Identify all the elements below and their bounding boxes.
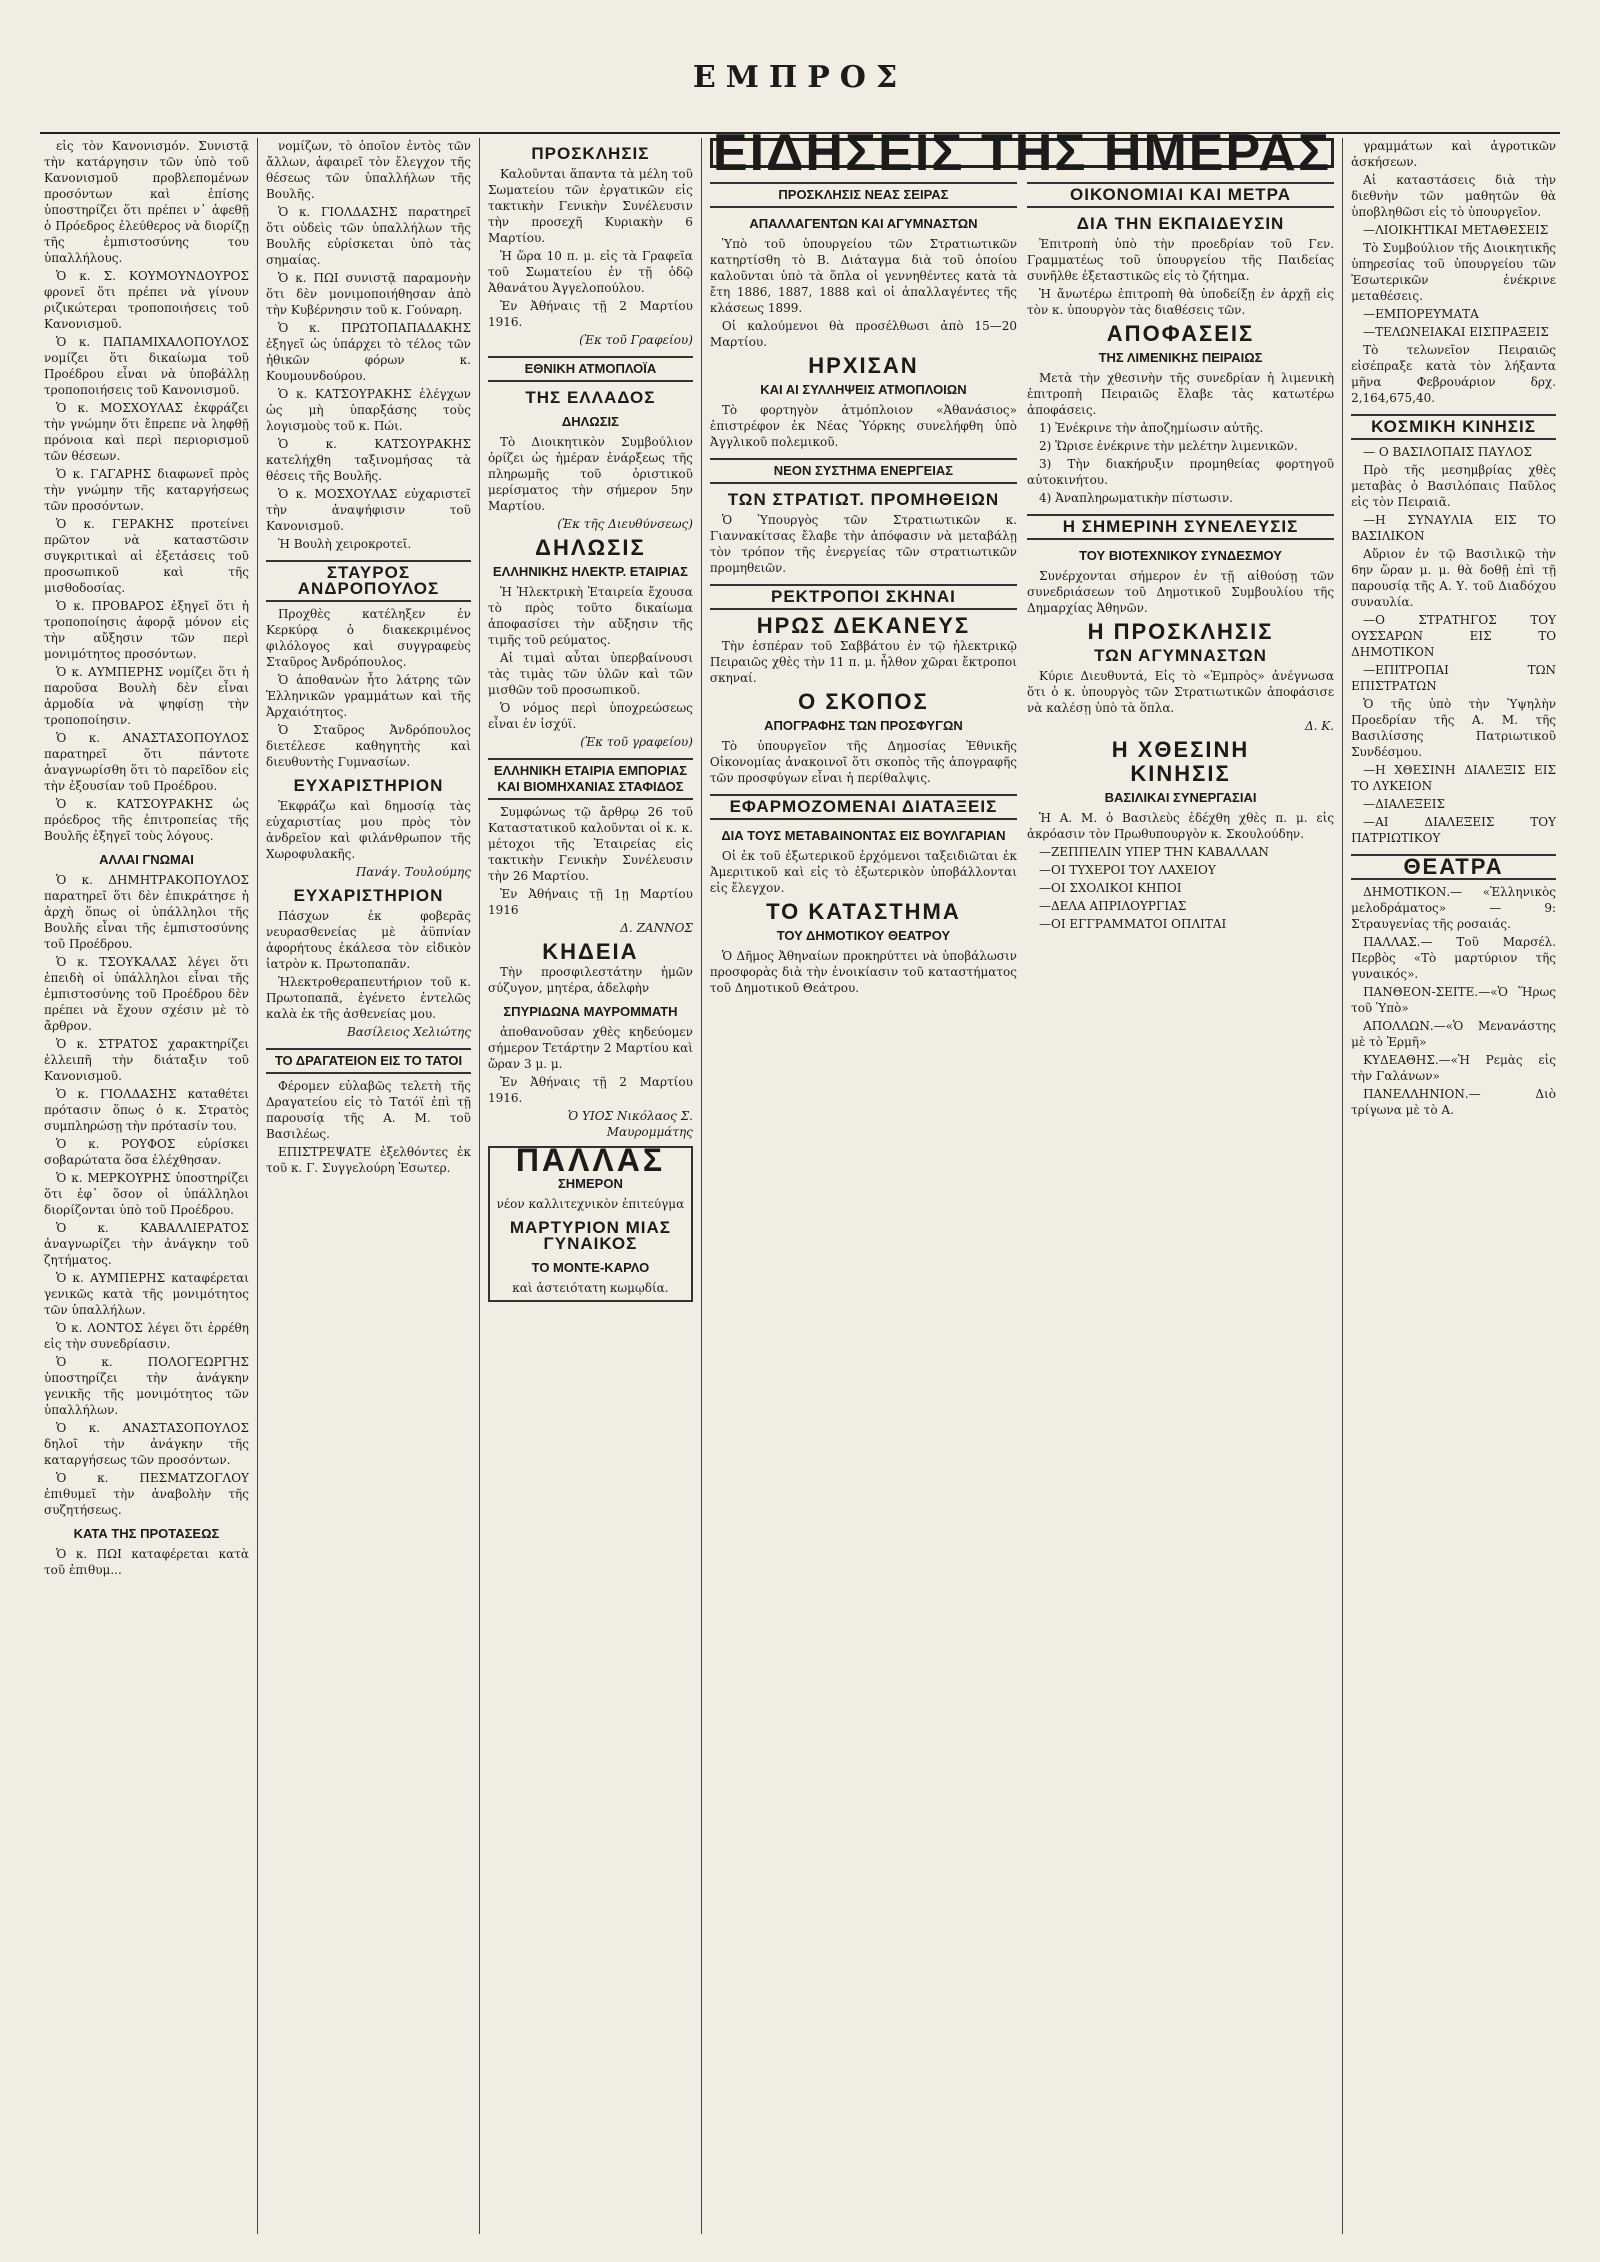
section-heading: ΤΩΝ ΣΤΡΑΤΙΩΤ. ΠΡΟΜΗΘΕΙΩΝ [727, 490, 1000, 509]
paragraph: Ὁ κ. ΚΑΤΣΟΥΡΑΚΗΣ ὡς πρόεδρος τῆς ἐπιτροπείας τῆς Βουλῆς ἐξηγεῖ τοὺς λόγους. [44, 797, 249, 843]
paragraph: Ὁ κ. ΠΑΠΑΜΙΧΑΛΟΠΟΥΛΟΣ νομίζει ὅτι δικαίωμα τοῦ Προέδρου εἶναι νὰ ὑποβάλλῃ τροποποιήσεις τοῦ Κανονισμοῦ. [44, 335, 249, 397]
paragraph: ΕΠΙΣΤΡΕΨΑΤΕ ἐξελθόντες ἐκ τοῦ κ. Γ. Συγγελούρη Ἐσωτερ. [265, 1145, 471, 1175]
paragraph: 2) Ὥρισε ἐνέκρινε τὴν μελέτην λιμενικῶν. [1038, 439, 1298, 453]
ad-line: ΜΑΡΤΥΡΙΟΝ ΜΙΑΣ ΓΥΝΑΙΚΟΣ [509, 1218, 671, 1253]
paragraph: —ΔΕΛΑ ΑΠΡΙΛΟΥΡΓΙΑΣ [1038, 899, 1187, 913]
paragraph: Ἐν Ἀθήναις τῇ 1ῃ Μαρτίου 1916 [487, 887, 693, 917]
paragraph: —Ο ΣΤΡΑΤΗΓΟΣ ΤΟΥ ΟΥΣΣΑΡΩΝ ΕΙΣ ΤΟ ΔΗΜΟΤΙΚΟΝ [1351, 613, 1557, 659]
paragraph: Ὁ Ὑπουργὸς τῶν Στρατιωτικῶν κ. Γιαννακίτσας ἔλαβε τὴν ἀπόφασιν νὰ μεταβάλῃ τὸν τρόπον τῆς ἐνεργείας τῶν στρατιωτικῶν προμηθειῶν. [709, 513, 1017, 575]
section-heading: ΕΛΛΗΝΙΚΗΣ ΗΛΕΚΤΡ. ΕΤΑΙΡΙΑΣ [492, 564, 688, 579]
paragraph: Αἱ καταστάσεις διὰ τὴν διεθνὴν τῶν μαθητῶν θὰ ὑποβληθῶσι εἰς τὸ ὑπουργεῖον. [1351, 173, 1557, 219]
paragraph: Ἐκφράζω καὶ δημοσίᾳ τὰς εὐχαριστίας μου πρὸς τὸν ἀνδρεῖον καὶ φιλάνθρωπον τῆς Χωροφυλακῆς. [265, 799, 471, 861]
paragraph: Ἐν Ἀθήναις τῇ 2 Μαρτίου 1916. [487, 299, 693, 329]
cinema-advertisement [488, 1142, 693, 1302]
paragraph: Ὁ κ. ΔΗΜΗΤΡΑΚΟΠΟΥΛΟΣ παρατηρεῖ ὅτι δὲν ἐπικράτησε ἡ ἀρχὴ ὅπως οἱ ὑπάλληλοι τῆς Βουλῆς εἶναι τῆς ἐμπιστοσύνης τοῦ Προέδρου. [44, 873, 249, 951]
ad-subtitle: ΣΗΜΕΡΟΝ [557, 1176, 623, 1191]
paragraph: —ΑΙ ΔΙΑΛΕΞΕΙΣ ΤΟΥ ΠΑΤΡΙΩΤΙΚΟΥ [1351, 815, 1557, 845]
paragraph: Ἡ ἄνωτέρω ἐπιτροπὴ θὰ ὑποδείξῃ ἐν ἀρχῇ εἰς τὸν κ. ὑπουργὸν τὰς διαθέσεις τῶν. [1026, 287, 1335, 317]
paragraph: Ὁ κ. ΠΡΩΤΟΠΑΠΑΔΑΚΗΣ ἐξηγεῖ ὡς ὑπάρχει τὸ τέλος τῶν ἠθικῶν φόρων κ. Κουμουνδούρου. [265, 321, 471, 383]
signature: Ὁ ΥΙΟΣ Νικόλαος Σ. Μαυρομμάτης [567, 1109, 693, 1139]
section-heading: ΚΟΣΜΙΚΗ ΚΙΝΗΣΙΣ [1351, 414, 1556, 440]
column-1 [36, 138, 258, 2234]
paragraph: ΑΠΟΛΛΩΝ.—«Ὁ Μενανάστης μὲ τὸ Ἐρμῆ» [1351, 1019, 1557, 1049]
paragraph: ΠΑΝΕΛΛΗΝΙΟΝ.— Διὸ τρίγωνα μὲ τὸ Α. [1351, 1087, 1557, 1117]
section-heading: ΕΥΧΑΡΙΣΤΗΡΙΟΝ [293, 886, 444, 905]
signature: (Ἐκ τῆς Διευθύνσεως) [557, 517, 693, 531]
paragraph: Οἱ καλούμενοι θὰ προσέλθωσι ἀπὸ 15—20 Μαρτίου. [709, 319, 1017, 349]
ad-line: νέον καλλιτεχνικὸν ἐπιτεύγμα [496, 1197, 685, 1211]
paragraph: Ἡ Ἠλεκτρικὴ Ἑταιρεία ἔχουσα τὸ πρὸς τοῦτο δικαίωμα ἀποφασίσει τὴν αὔξησιν τῆς τιμῆς τοῦ ρεύματος. [487, 585, 693, 647]
paragraph: —Η ΧΘΕΣΙΝΗ ΔΙΑΛΕΞΙΣ ΕΙΣ ΤΟ ΛΥΚΕΙΟΝ [1351, 763, 1557, 793]
section-heading: ΡΕΚΤΡΟΠΟΙ ΣΚΗΝΑΙ [710, 584, 1017, 610]
section-heading: ΑΠΑΛΛΑΓΕΝΤΩΝ ΚΑΙ ΑΓΥΜΝΑΣΤΩΝ [749, 216, 978, 231]
paragraph: Ὁ κ. ΚΑΤΣΟΥΡΑΚΗΣ ἐλέγχων ὡς μὴ ὑπαρξάσης τοὺς λογισμοὺς τοῦ κ. Πώι. [265, 387, 471, 433]
section-heading: Η ΠΡΟΣΚΛΗΣΙΣ [1087, 619, 1274, 644]
paragraph: Ὁ κ. ΛΟΝΤΟΣ λέγει ὅτι ἐρρέθη εἰς τὴν συνεδρίασιν. [44, 1321, 249, 1351]
section-heading: ΚΙΝΗΣΙΣ [1130, 761, 1231, 786]
news-banner: ΕΙΔΗΣΕΙΣ ΤΗΣ ΗΜΕΡΑΣ [710, 138, 1334, 168]
paragraph: Τὸ φορτηγὸν ἀτμόπλοιον «Ἀθανάσιος» ἐπιστρέφον ἐκ Νέας Ὑόρκης συνελήφθη ὑπὸ Ἀγγλικοῦ πολεμικοῦ. [709, 403, 1017, 449]
paragraph: Ὁ κ. ΚΑΒΑΛΛΙΕΡΑΤΟΣ ἀναγνωρίζει τὴν ἀνάγκην τοῦ ζητήματος. [44, 1221, 249, 1267]
paragraph: Ὁ ἀποθανὼν ἦτο λάτρης τῶν Ἑλληνικῶν γραμμάτων καὶ τῆς Ἀρχαιότητος. [265, 673, 471, 719]
paragraph: 1) Ἐνέκρινε τὴν ἀποζημίωσιν αὐτῆς. [1038, 421, 1264, 435]
paragraph: Προχθὲς κατέληξεν ἐν Κερκύρᾳ ὁ διακεκριμένος φιλόλογος καὶ συγγραφεὺς Σταῦρος Ἀνδρόπουλος. [265, 607, 471, 669]
paragraph: Ὁ κ. ΑΝΑΣΤΑΣΟΠΟΥΛΟΣ παρατηρεῖ ὅτι πάντοτε ἀναγνωρίσθη ὅτι τὸ παρεῖδον εἰς τὴν ἐξουσίαν τοῦ Προέδρου. [44, 731, 249, 793]
paragraph: νομίζων, τὸ ὁποῖον ἐντὸς τῶν ἄλλων, ἀφαιρεῖ τὸν ἔλεγχον τῆς θέσεως τῶν ὑπαλλήλων τῆς Βουλῆς. [265, 139, 471, 201]
signature: Δ. ΖΑΝΝΟΣ [620, 921, 693, 935]
section-heading: ΤΗΣ ΛΙΜΕΝΙΚΗΣ ΠΕΙΡΑΙΩΣ [1098, 350, 1263, 365]
section-heading: ΔΗΛΩΣΙΣ [535, 535, 646, 560]
paragraph: Ὁ κ. ΑΝΑΣΤΑΣΟΠΟΥΛΟΣ δηλοῖ τὴν ἀνάγκην τῆς καταργήσεως τῶν προσόντων. [44, 1421, 249, 1467]
paragraph: Φέρομεν εὐλαβῶς τελετὴ τῆς Δραγατείου εἰς τὸ Τατόϊ ἐπὶ τῇ παρουσίᾳ τῆς Α. Μ. τοῦ Βασιλέως. [265, 1079, 471, 1141]
paragraph: Ὁ κ. ΚΑΤΣΟΥΡΑΚΗΣ κατελήχθη ταξινομήσας τὰ θέσεις τῆς Βουλῆς. [265, 437, 471, 483]
section-heading: ΤΟΥ ΒΙΟΤΕΧΝΙΚΟΥ ΣΥΝΔΕΣΜΟΥ [1079, 548, 1282, 563]
paragraph: Τὴν ἑσπέραν τοῦ Σαββάτου ἐν τῷ ἠλεκτρικῷ Πειραιῶς χθὲς τὴν 11 π. μ. ἦλθον χῶραι ἔκτροποι σκηναί. [709, 639, 1017, 685]
paragraph: Ὁ κ. ΠΟΛΟΓΕΩΡΓΗΣ ὑποστηρίζει τὴν ἀνάγκην γενικῆς τῆς μονιμότητος τῶν ὑπαλλήλων. [44, 1355, 249, 1417]
section-heading: ΑΠΟΦΑΣΕΙΣ [1106, 321, 1255, 346]
paragraph: Ἡ Βουλὴ χειροκροτεῖ. [277, 537, 412, 551]
section-heading: ΗΡΩΣ ΔΕΚΑΝΕΥΣ [756, 613, 971, 638]
signature: Βασίλειος Χελιώτης [346, 1025, 471, 1039]
paragraph: Ὁ κ. ΑΥΜΠΕΡΗΣ καταφέρεται γενικῶς κατὰ τῆς μονιμότητος τῶν ὑπαλλήλων. [44, 1271, 249, 1317]
paragraph: —ΟΙ ΤΥΧΕΡΟΙ ΤΟΥ ΛΑΧΕΙΟΥ [1038, 863, 1216, 877]
signature: (Ἐκ τοῦ γραφείου) [580, 735, 693, 749]
section-heading: ΚΑΙ ΑΙ ΣΥΛΛΗΨΕΙΣ ΑΤΜΟΠΛΟΙΩΝ [760, 382, 967, 397]
ad-line: καὶ ἀστειότατη κωμῳδία. [512, 1281, 669, 1295]
paragraph: ἀποθανοῦσαν χθὲς κηδεύομεν σήμερον Τετάρτην 2 Μαρτίου καὶ ὥραν 3 μ. μ. [487, 1025, 693, 1071]
columns [36, 124, 1564, 2234]
paragraph: Ἡ ὥρα 10 π. μ. εἰς τὰ Γραφεῖα τοῦ Σωματείου ἐν τῇ ὁδῷ Ἀθανάτου Ἀγγελοπούλου. [487, 249, 693, 295]
column-4 [710, 174, 1017, 998]
section-heading: ΤΩΝ ΑΓΥΜΝΑΣΤΩΝ [1094, 646, 1267, 665]
section-heading: ΑΠΟΓΡΑΦΗΣ ΤΩΝ ΠΡΟΣΦΥΓΩΝ [764, 718, 963, 733]
paragraph: Συνέρχονται σήμερον ἐν τῇ αἰθούσῃ τῶν συνεδριάσεων τοῦ Δημοτικοῦ Συμβουλίου τῆς Δημαρχίας Ἀθηνῶν. [1026, 569, 1335, 615]
paragraph: Ἐν Ἀθήναις τῇ 2 Μαρτίου 1916. [487, 1075, 693, 1105]
section-heading: ΘΕΑΤΡΑ [1351, 854, 1556, 880]
paragraph: γραμμάτων καὶ ἀγροτικῶν ἀσκήσεων. [1351, 139, 1557, 169]
paragraph: Ὁ νόμος περὶ ὑποχρεώσεως εἶναι ἐν ἰσχύϊ. [487, 701, 693, 731]
ad-line: ΤΟ ΜΟΝΤΕ-ΚΑΡΛΟ [531, 1260, 650, 1275]
paragraph: —ΖΕΠΠΕΛΙΝ ΥΠΕΡ ΤΗΝ ΚΑΒΑΛΛΑΝ [1038, 845, 1269, 859]
paragraph: Ὁ τῆς ὑπὸ τὴν Ὑψηλὴν Προεδρίαν τῆς Α. Μ. τῆς Βασιλίσσης Πατριωτικοῦ Συνδέσμου. [1351, 697, 1557, 759]
paragraph: Τὴν προσφιλεστάτην ἡμῶν σύζυγον, μητέρα, ἀδελφὴν [487, 965, 693, 995]
section-heading: ΕΥΧΑΡΙΣΤΗΡΙΟΝ [293, 776, 444, 795]
paragraph: Καλοῦνται ἅπαντα τὰ μέλη τοῦ Σωματείου τῶν ἐργατικῶν εἰς τακτικὴν Γενικὴν Συνέλευσιν τὴν προσεχῆ Κυριακὴν 6 Μαρτίου. [487, 167, 693, 245]
section-heading: ΚΑΤΑ ΤΗΣ ΠΡΟΤΑΣΕΩΣ [73, 1526, 220, 1541]
paragraph: Τὸ Διοικητικὸν Συμβούλιον ὁρίζει ὡς ἡμέραν ἐνάρξεως τῆς πληρωμῆς τοῦ ὁριστικοῦ μερίσματος τὴν σήμερον 5ην Μαρτίου. [487, 435, 693, 513]
paragraph: Ὁ κ. ΓΙΟΛΔΑΣΗΣ καταθέτει πρότασιν ὅπως ὁ κ. Στρατὸς συμπληρώσῃ τὴν πρότασίν του. [44, 1087, 249, 1133]
section-heading: ΤΗΣ ΕΛΛΑΔΟΣ [525, 388, 656, 407]
paragraph: Ὁ κ. ΣΤΡΑΤΟΣ χαρακτηρίζει ἐλλειπῆ τὴν διάταξιν τοῦ Κανονισμοῦ. [44, 1037, 249, 1083]
paragraph: 4) Ἀναπληρωματικὴν πίστωσιν. [1038, 491, 1233, 505]
signature: Πανάγ. Τουλούμης [355, 865, 471, 879]
paragraph: Ὁ κ. ΠΩΙ καταφέρεται κατὰ τοῦ ἐπιθυμ... [44, 1547, 249, 1577]
paragraph: Οἱ ἐκ τοῦ ἐξωτερικοῦ ἐρχόμενοι ταξειδιῶται ἐκ Ἀμεριτικοῦ καὶ εἰς τὸ ἐξωτερικὸν ὑποβάλλονται εἰς ἔλεγχον. [709, 849, 1017, 895]
paragraph: —ΛΙΟΙΚΗΤΙΚΑΙ ΜΕΤΑΘΕΣΕΙΣ [1363, 223, 1549, 237]
column-6 [1343, 138, 1564, 2234]
section-heading: ΕΘΝΙΚΗ ΑΤΜΟΠΛΟΪΑ [488, 356, 693, 382]
paragraph: Πάσχων ἐκ φοβερᾶς νευρασθενείας μὲ ἀϋπνίαν ἀφορήτους ἐκάλεσα τὸν εἰδικὸν ἰατρὸν κ. Πρωτοπαπᾶν. [265, 909, 471, 971]
paragraph: Ὁ κ. ΠΕΣΜΑΤΖΟΓΛΟΥ ἐπιθυμεῖ τὴν ἀναβολὴν τῆς συζητήσεως. [44, 1471, 249, 1517]
paragraph: Ὑπὸ τοῦ ὑπουργείου τῶν Στρατιωτικῶν κατηρτίσθη τὸ Β. Διάταγμα διὰ τοῦ ὁποίου καλοῦνται ὑπὸ τὰ ὅπλα οἱ γεννηθέντες κατὰ τὰ ἔτη 1886, 1887, 1888 καὶ οἱ ἀπαλλαγέντες τῆς κλάσεως 1899. [709, 237, 1017, 315]
paragraph: Πρὸ τῆς μεσημβρίας χθὲς μεταβὰς ὁ Βασιλόπαις Παῦλος εἰς τὸν Πειραιᾶ. [1351, 463, 1557, 509]
paragraph: Ὁ κ. ΜΕΡΚΟΥΡΗΣ ὑποστηρίζει ὅτι ἐφ᾽ ὅσον οἱ ὑπάλληλοι διορίζονται ὑπὸ τοῦ Προέδρου. [44, 1171, 249, 1217]
paragraph: ΚΥΔΕΑΘΗΣ.—«Ἡ Ρεμὰς εἰς τὴν Γαλάνων» [1351, 1053, 1557, 1083]
paragraph: Ὁ κ. ΓΙΟΛΔΑΣΗΣ παρατηρεῖ ὅτι οὐδεὶς τῶν ὑπαλλήλων τῆς Βουλῆς εὑρίσκεται ὑπὸ τὰς σημαίας. [265, 205, 471, 267]
section-heading: ΕΛΛΗΝΙΚΗ ΕΤΑΙΡΙΑ ΕΜΠΟΡΙΑΣ ΚΑΙ ΒΙΟΜΗΧΑΝΙΑΣ ΣΤΑΦΙΔΟΣ [488, 758, 693, 800]
paragraph: Ὁ κ. ΜΟΣΧΟΥΛΑΣ εὐχαριστεῖ τὴν ἀναψήφισιν τοῦ Κανονισμοῦ. [265, 487, 471, 533]
section-heading: ΔΙΑ ΤΗΝ ΕΚΠΑΙΔΕΥΣΙΝ [1076, 214, 1285, 233]
paragraph: ΠΑΝΘΕΟΝ-ΣΕΙΤΕ.—«Ὁ Ἥρως τοῦ Ὑπὸ» [1351, 985, 1557, 1015]
paragraph: Κύριε Διευθυντά, Εἰς τὸ «Ἐμπρὸς» ἀνέγνωσα ὅτι ὁ κ. ὑπουργὸς τῶν Στρατιωτικῶν ἀποφάσισε νὰ καλέσῃ ὑπὸ τὰ ὅπλα. [1026, 669, 1335, 715]
paragraph: —Η ΣΥΝΑΥΛΙΑ ΕΙΣ ΤΟ ΒΑΣΙΛΙΚΟΝ [1351, 513, 1557, 543]
masthead-title: ΕΜΠΡΟΣ [692, 60, 908, 95]
section-heading: ΤΟ ΚΑΤΑΣΤΗΜΑ [766, 899, 961, 924]
section-heading: ΒΑΣΙΛΙΚΑΙ ΣΥΝΕΡΓΑΣΙΑΙ [1104, 790, 1257, 805]
section-heading: ΔΙΑ ΤΟΥΣ ΜΕΤΑΒΑΙΝΟΝΤΑΣ ΕΙΣ ΒΟΥΛΓΑΡΙΑΝ [721, 828, 1006, 843]
paragraph: Ὁ κ. ΠΩΙ συνιστᾷ παραμονὴν ὅτι δὲν μονιμοποιήθησαν ἀπὸ τὴν Κυβέρνησιν τοῦ κ. Γούναρη. [265, 271, 471, 317]
section-heading: ΕΦΑΡΜΟΖΟΜΕΝΑΙ ΔΙΑΤΑΞΕΙΣ [710, 794, 1017, 820]
section-heading: ΣΠΥΡΙΔΩΝΑ ΜΑΥΡΟΜΜΑΤΗ [503, 1004, 678, 1019]
paragraph: Συμφώνως τῷ ἄρθρῳ 26 τοῦ Καταστατικοῦ καλοῦνται οἱ κ. κ. μέτοχοι τῆς Ἑταιρείας εἰς τακτικὴν Γενικὴν Συνέλευσιν τὴν 26 Μαρτίου. [487, 805, 693, 883]
masthead [0, 60, 1600, 95]
news-subcolumns [710, 174, 1334, 998]
paragraph: Ὁ κ. ΜΟΣΧΟΥΛΑΣ ἐκφράζει τὴν γνώμην ὅτι ἔπρεπε νὰ ληφθῇ πρόνοια καὶ περὶ περιορισμοῦ τῶν θέσεων. [44, 401, 249, 463]
paragraph: Ὁ Σταῦρος Ἀνδρόπουλος διετέλεσε καθηγητὴς καὶ διευθυντὴς Γυμνασίων. [265, 723, 471, 769]
section-heading: Η ΣΗΜΕΡΙΝΗ ΣΥΝΕΛΕΥΣΙΣ [1027, 514, 1334, 540]
paragraph: Αὔριον ἐν τῷ Βασιλικῷ τὴν 6ην ὥραν μ. μ. θὰ δοθῇ ἐπὶ τῇ παρουσίᾳ τῆς Α. Υ. τοῦ Διαδόχου συναυλία. [1351, 547, 1557, 609]
paragraph: Αἱ τιμαὶ αὗται ὑπερβαίνουσι τὰς τιμὰς τῶν ὑλῶν καὶ τῶν μισθῶν τοῦ προσωπικοῦ. [487, 651, 693, 697]
ad-title: ΠΑΛΛΑΣ [515, 1142, 666, 1178]
paragraph: εἰς τὸν Κανονισμόν. Συνιστᾷ τὴν κατάργησιν τῶν ὑπὸ τοῦ Κανονισμοῦ προβλεπομένων προσόντων καὶ ἐπίσης ὑποστηρίζει ὅτι πρέπει ν᾽ ἀφεθῇ ὁ Πρόεδρος ἐλεύθερος νὰ διορίζῃ τῆς ἐμπιστοσύνης του ὑπαλλήλους. [44, 139, 249, 265]
section-heading: ΑΛΛΑΙ ΓΝΩΜΑΙ [99, 852, 194, 867]
paragraph: ΠΑΛΛΑΣ.— Τοῦ Μαρσέλ. Περβὸς «Τὸ μαρτύριον τῆς γυναικός». [1351, 935, 1557, 981]
paragraph: Ὁ κ. ΓΕΡΑΚΗΣ προτείνει πρῶτον νὰ καταστῶσιν συγκριτικαὶ αἱ ἐξετάσεις τοῦ προσωπικοῦ καὶ τῆς μισθοδοσίας. [44, 517, 249, 595]
paragraph: Ὁ κ. Σ. ΚΟΥΜΟΥΝΔΟΥΡΟΣ φρονεῖ ὅτι πρέπει νὰ γίνουν ριζικώτεραι τροποποιήσεις τοῦ Κανονισμοῦ. [44, 269, 249, 331]
section-heading: ΠΡΟΣΚΛΗΣΙΣ [531, 144, 650, 163]
paragraph: Ἡ Α. Μ. ὁ Βασιλεὺς ἐδέχθη χθὲς π. μ. εἰς ἀκρόασιν τὸν Πρωθυπουργὸν κ. Σκουλούδην. [1026, 811, 1335, 841]
paragraph: Ὁ κ. ΓΑΓΑΡΗΣ διαφωνεῖ πρὸς τὴν γνώμην τῆς καταργήσεως τῶν προσόντων. [44, 467, 249, 513]
column-5 [1027, 174, 1334, 998]
paragraph: — Ο ΒΑΣΙΛΟΠΑΙΣ ΠΑΥΛΟΣ [1363, 445, 1532, 459]
section-heading: Η ΧΘΕΣΙΝΗ [1111, 737, 1250, 762]
section-heading: ΚΗΔΕΙΑ [542, 939, 639, 964]
paragraph: —ΤΕΛΩΝΕΙΑΚΑΙ ΕΙΣΠΡΑΞΕΙΣ [1363, 325, 1549, 339]
paragraph: —ΕΠΙΤΡΟΠΑΙ ΤΩΝ ΕΠΙΣΤΡΑΤΩΝ [1351, 663, 1557, 693]
section-heading: ΗΡΧΙΣΑΝ [808, 353, 919, 378]
column-2 [258, 138, 480, 2234]
paragraph: Τὸ ὑπουργεῖον τῆς Δημοσίας Ἐθνικῆς Οἰκονομίας ἀνακοινοῖ ὅτι σκοπὸς τῆς ἀπογραφῆς τῶν προσφύγων εἶναι ἡ περίθαλψις. [709, 739, 1017, 785]
paragraph: Μετὰ τὴν χθεσινὴν τῆς συνεδρίαν ἡ λιμενικὴ ἐπιτροπὴ Πειραιῶς ἔλαβε τὰς κατωτέρω ἀποφάσεις. [1026, 371, 1335, 417]
section-heading: ΤΟ ΔΡΑΓΑΤΕΙΟΝ ΕΙΣ ΤΟ ΤΑΤΟΙ [266, 1048, 471, 1074]
section-heading: ΣΤΑΥΡΟΣ ΑΝΔΡΟΠΟΥΛΟΣ [266, 560, 471, 602]
paragraph: Ὁ κ. ΡΟΥΦΟΣ εὑρίσκει σοβαρώτατα ὅσα ἐλέχθησαν. [44, 1137, 249, 1167]
paragraph: —ΟΙ ΣΧΟΛΙΚΟΙ ΚΗΠΟΙ [1038, 881, 1182, 895]
paragraph: Ὁ κ. ΑΥΜΠΕΡΗΣ νομίζει ὅτι ἡ παροῦσα Βουλὴ δὲν εἶναι ἁρμοδία νὰ ψηφίσῃ τὴν τροποποίησιν. [44, 665, 249, 727]
paragraph: Ὁ κ. ΤΣΟΥΚΑΛΑΣ λέγει ὅτι ἐπειδὴ οἱ ὑπάλληλοι εἶναι τῆς ἐμπιστοσύνης τοῦ Προέδρου δὲν πρέπει νὰ ἔχουν σχέσιν μὲ τὸ ἄρθρον. [44, 955, 249, 1033]
paragraph: Ὁ κ. ΠΡΟΒΑΡΟΣ ἐξηγεῖ ὅτι ἡ τροποποίησις ἀφορᾷ μόνον εἰς τὴν αὔξησιν τῶν περὶ μονιμότητος προσόντων. [44, 599, 249, 661]
paragraph: ΔΗΜΟΤΙΚΟΝ.— «Ἑλληνικὸς μελοδράματος» — 9: Στραυγενίας τῆς ροσαιάς. [1351, 885, 1557, 931]
paragraph: —ΟΙ ΕΓΓΡΑΜΜΑΤΟΙ ΟΠΛΙΤΑΙ [1038, 917, 1227, 931]
section-heading: ΟΙΚΟΝΟΜΙΑΙ ΚΑΙ ΜΕΤΡΑ [1027, 182, 1334, 208]
signature: (Ἐκ τοῦ Γραφείου) [579, 333, 693, 347]
paragraph: —ΔΙΑΛΕΞΕΙΣ [1363, 797, 1445, 811]
paragraph: 3) Τὴν διακήρυξιν προμηθείας φορτηγοῦ αὐτοκινήτου. [1026, 457, 1335, 487]
paragraph: Ὁ Δῆμος Ἀθηναίων προκηρύττει νὰ ὑποβάλωσιν προσφορὰς διὰ τὴν ἐνοικίασιν τοῦ καταστήματος τοῦ Δημοτικοῦ Θεάτρου. [709, 949, 1017, 995]
paragraph: Τὸ τελωνεῖον Πειραιῶς εἰσέπραξε κατὰ τὸν λήξαντα μῆνα Φεβρουάριον δρχ. 2,164,675,40. [1351, 343, 1557, 405]
column-3 [480, 138, 702, 2234]
section-heading: ΠΡΟΣΚΛΗΣΙΣ ΝΕΑΣ ΣΕΙΡΑΣ [710, 182, 1017, 208]
signature: Δ. Κ. [1304, 719, 1335, 733]
section-heading: ΤΟΥ ΔΗΜΟΤΙΚΟΥ ΘΕΑΤΡΟΥ [776, 928, 951, 943]
paragraph: Ἠλεκτροθεραπευτήριον τοῦ κ. Πρωτοπαπᾶ, ἐγένετο ἐντελῶς καλὰ ἐκ τῆς ἀσθενείας μου. [265, 975, 471, 1021]
column-news [702, 124, 1343, 2234]
section-heading: ΔΗΛΩΣΙΣ [561, 414, 619, 429]
section-heading: Ο ΣΚΟΠΟΣ [798, 689, 929, 714]
section-heading: ΝΕΟΝ ΣΥΣΤΗΜΑ ΕΝΕΡΓΕΙΑΣ [710, 458, 1017, 484]
paragraph: Τὸ Συμβούλιον τῆς Διοικητικῆς ὑπηρεσίας τοῦ ὑπουργείου τῶν Ἐσωτερικῶν ἐνέκρινε μεταθέσεις. [1351, 241, 1557, 303]
paragraph: Ἐπιτροπὴ ὑπὸ τὴν προεδρίαν τοῦ Γεν. Γραμματέως τοῦ ὑπουργείου τῆς Παιδείας συνῆλθε ἐξεταστικῶς εἰς τὸ ζήτημα. [1026, 237, 1335, 283]
paragraph: —ΕΜΠΟΡΕΥΜΑΤΑ [1363, 307, 1479, 321]
